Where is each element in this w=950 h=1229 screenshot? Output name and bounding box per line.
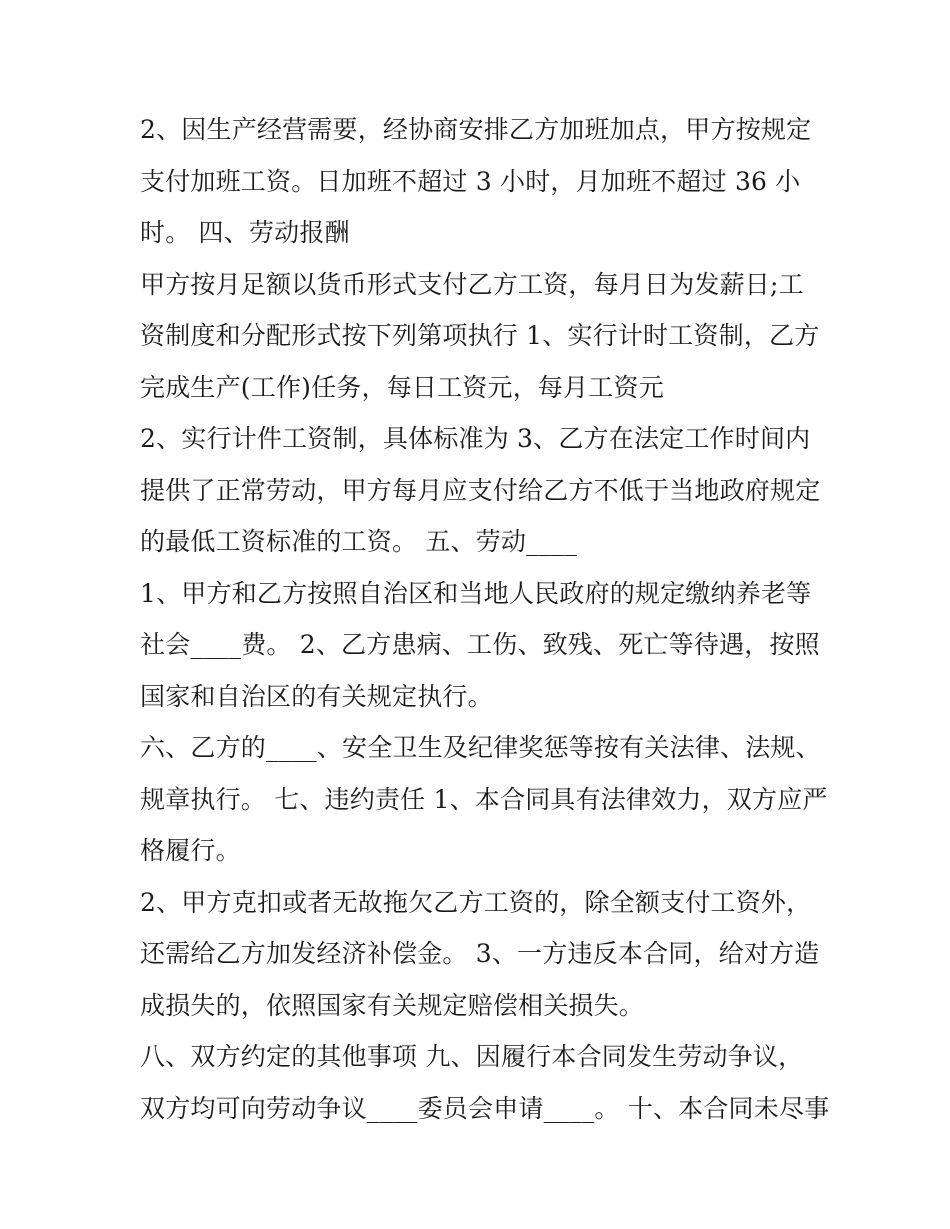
text-line: 八、双方约定的其他事项 九、因履行本合同发生劳动争议， <box>140 1042 804 1071</box>
text-line: 2、实行计件工资制，具体标准为 3、乙方在法定工作时间内 <box>140 424 811 453</box>
text-line: 规章执行。 七、违约责任 1、本合同具有法律效力，双方应严 <box>140 784 828 814</box>
text-line: 时。 四、劳动报酬 <box>140 218 350 247</box>
text-line: 双方均可向劳动争议____委员会申请____。 十、本合同未尽事 <box>140 1093 830 1123</box>
text-line: 资制度和分配形式按下列第项执行 1、实行计时工资制，乙方 <box>140 321 820 350</box>
text-line: 1、甲方和乙方按照自治区和当地人民政府的规定缴纳养老等 <box>140 578 812 608</box>
text-line: 成损失的，依照国家有关规定赔偿相关损失。 <box>140 990 645 1020</box>
text-line: 甲方按月足额以货币形式支付乙方工资，每月日为发薪日;工 <box>140 269 804 299</box>
text-line: 还需给乙方加发经济补偿金。 3、一方违反本合同，给对方造 <box>140 939 820 968</box>
text-line: 支付加班工资。日加班不超过 3 小时，月加班不超过 36 小 <box>140 166 801 196</box>
text-line: 完成生产(工作)任务，每日工资元，每月工资元 <box>140 372 664 402</box>
text-line: 社会____费。 2、乙方患病、工伤、致残、死亡等待遇，按照 <box>140 630 820 659</box>
document-body <box>140 104 830 1134</box>
text-line: 提供了正常劳动，甲方每月应支付给乙方不低于当地政府规定 <box>140 475 821 505</box>
text-line: 六、乙方的____、安全卫生及纪律奖惩等按有关法律、法规、 <box>140 733 821 762</box>
text-line: 2、因生产经营需要，经协商安排乙方加班加点，甲方按规定 <box>140 115 812 144</box>
text-line: 国家和自治区的有关规定执行。 <box>140 681 493 711</box>
text-line: 格履行。 <box>140 836 241 865</box>
text-line: 2、甲方克扣或者无故拖欠乙方工资的，除全额支付工资外， <box>140 887 812 917</box>
text-line: 的最低工资标准的工资。 五、劳动____ <box>140 527 577 556</box>
